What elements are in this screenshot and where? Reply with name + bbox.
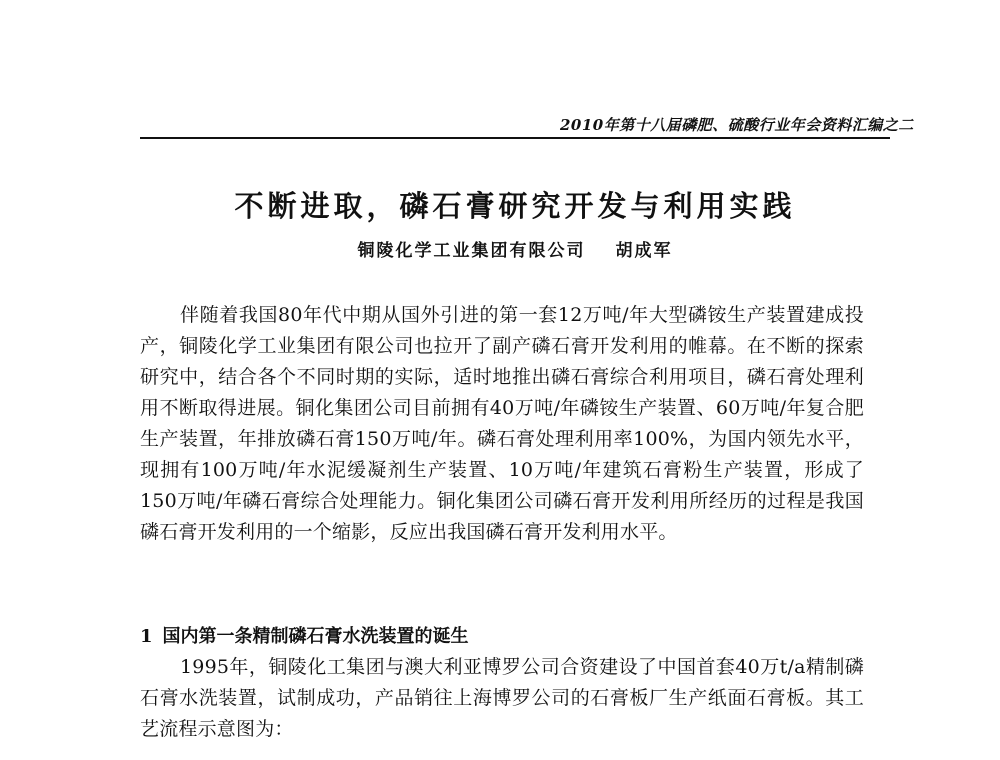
byline [140, 236, 890, 261]
affiliation: 铜陵化学工业集团有限公司 [357, 241, 586, 261]
section-title: 国内第一条精制磷石膏水洗装置的诞生 [162, 626, 469, 647]
article-title: 不断进取，磷石膏研究开发与利用实践 [234, 189, 796, 223]
section-number: 1 [140, 626, 153, 647]
running-header: 2010年第十八届磷肥、硫酸行业年会资料汇编之二 [560, 116, 914, 134]
body-paragraph-intro: 伴随着我国80年代中期从国外引进的第一套12万吨/年大型磷铵生产装置建成投产，铜陵化学工业集团有限公司也拉开了副产磷石膏开发利用的帷幕。在不断的探索研究中，结合各个不同时期的实际，适时地推出磷石膏综合利用项目，磷石膏处理利用不断取得进展。铜化集团公司目前拥有40万吨/年磷铵生产装置、60万吨/年复合肥生产装置，年排放磷石膏150万吨/年。磷石膏处理利用率100%，为国内领先水平，现拥有100万吨/年水泥缓凝剂生产装置、10万吨/年建筑石膏粉生产装置，形成了150万吨/年磷石膏综合处理能力。铜化集团公司磷石膏开发利用所经历的过程是我国磷石膏开发利用的一个缩影，反应出我国磷石膏开发利用水平。 [140, 304, 864, 543]
section-heading [140, 622, 469, 648]
body-paragraph-section1: 1995年，铜陵化工集团与澳大利亚博罗公司合资建设了中国首套40万t/a精制磷石膏水洗装置，试制成功，产品销往上海博罗公司的石膏板厂生产纸面石膏板。其工艺流程示意图为： [140, 656, 864, 740]
header-rule [140, 137, 890, 139]
author: 胡成军 [615, 241, 673, 261]
